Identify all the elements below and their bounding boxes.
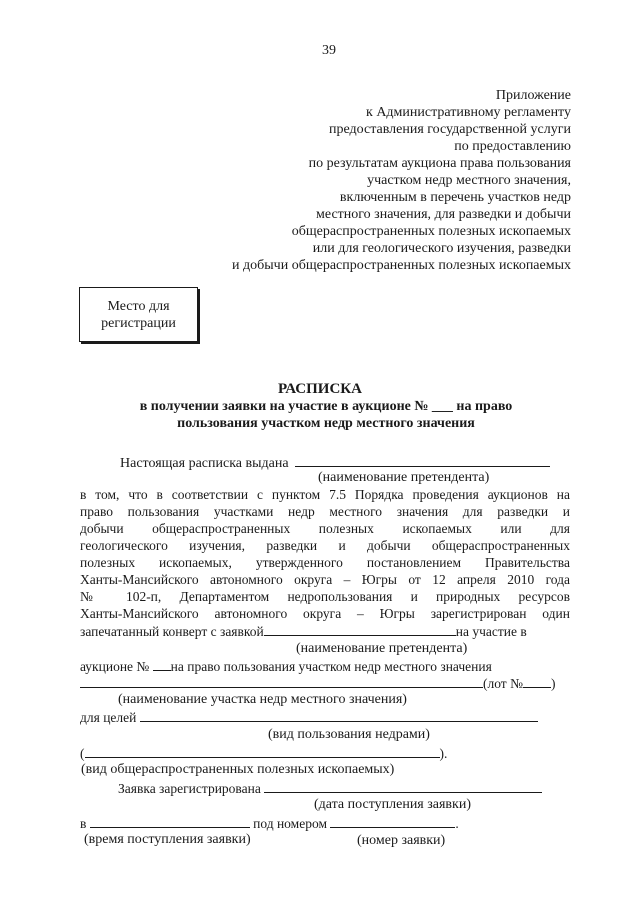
hint-site: (наименование участка недр местного значения) [118,692,407,707]
appendix-line: к Административному регламенту [366,105,571,120]
auction-row [80,657,492,675]
purposes-row [80,708,538,726]
appendix-line: Приложение [495,88,571,103]
registration-box-line: Место для [107,298,170,314]
body-line: полезных ископаемых, утвержденного постановлением Правительства [80,555,570,570]
minerals-field[interactable] [85,744,440,758]
dot: . [455,816,459,831]
body-line: Ханты-Мансийского автономного округа – Югры зарегистрирован один [80,606,570,621]
appendix-line: и добычи общераспространенных полезных ископаемых [232,258,571,273]
hint-minerals: (вид общераспространенных полезных ископаемых) [81,762,395,777]
registration-time-field[interactable] [90,814,250,828]
document-title: РАСПИСКА [277,381,363,397]
body-line: геологического изучения, разведки и добычи общераспространенных [80,538,570,553]
in-label: в [80,816,87,831]
auction-prefix: аукционе № [80,659,150,674]
hint-number: (номер заявки) [357,833,446,848]
sealed-envelope-row [80,622,527,640]
issued-to-label: Настоящая расписка выдана [120,456,289,471]
hint-use-type: (вид пользования недрами) [268,727,430,742]
page-number: 39 [322,43,336,58]
registration-date-field[interactable] [264,779,542,793]
registered-row [118,779,542,797]
body-line: право пользования участками недр местного значения для разведки и [80,504,570,519]
appendix-line: или для геологического изучения, разведки [312,241,571,256]
auction-suffix: на право пользования участком недр местного значения [170,659,492,674]
body-line: добычи общераспространенных полезных ископаемых или для [80,521,570,536]
registration-box [79,287,198,342]
applicant-name-field[interactable] [295,453,550,467]
appendix-line: по предоставлению [454,139,571,154]
hint-date: (дата поступления заявки) [314,797,471,812]
minerals-row [80,744,447,762]
appendix-line: участком недр местного значения, [367,173,571,188]
sealed-envelope-label: запечатанный конверт с заявкой [80,624,264,639]
site-name-field[interactable] [80,674,483,688]
registered-label: Заявка зарегистрирована [118,781,261,796]
appendix-line: предоставления государственной услуги [329,122,571,137]
site-name-row [80,674,555,692]
body-line: в том, что в соответствии с пунктом 7.5 Порядка проведения аукционов на [80,487,570,502]
hint-applicant: (наименование претендента) [318,470,490,485]
document-subtitle: в получении заявки на участие в аукционе № ___ на право [139,399,513,414]
auction-number-field[interactable] [153,657,171,671]
appendix-line: общераспространенных полезных ископаемых [291,224,571,239]
hint-applicant-2: (наименование претендента) [296,641,468,656]
time-number-row [80,814,459,832]
purposes-field[interactable] [140,708,538,722]
lot-close: ) [550,676,556,691]
lot-label: (лот № [483,676,523,691]
purposes-label: для целей [80,710,137,725]
registration-box-line: регистрации [101,315,176,331]
document-subtitle: пользования участком недр местного значения [177,416,475,431]
hint-time: (время поступления заявки) [84,832,251,847]
body-line: Ханты-Мансийского автономного округа – Югры от 12 апреля 2010 года [80,572,570,587]
paren-open: ( [80,746,85,761]
on-participation-label: на участие в [455,624,527,639]
lot-number-field[interactable] [523,674,551,688]
appendix-line: включенным в перечень участков недр [339,190,571,205]
body-line: № 102-п, Департаментом недропользования и природных ресурсов [80,589,570,604]
under-number-label: под номером [253,816,327,831]
paren-close: ). [439,746,448,761]
appendix-line: местного значения, для разведки и добычи [316,207,571,222]
appendix-line: по результатам аукциона права пользования [308,156,571,171]
applicant-name-field-2[interactable] [264,622,456,636]
application-number-field[interactable] [330,814,455,828]
